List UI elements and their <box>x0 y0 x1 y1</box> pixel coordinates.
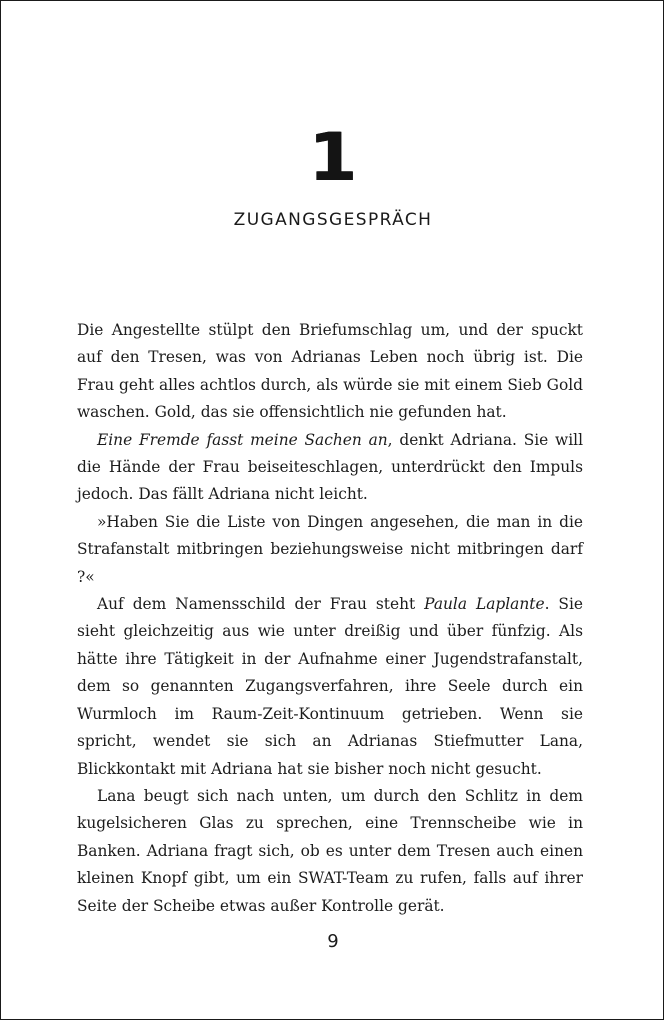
paragraph <box>77 317 583 427</box>
chapter-body-text <box>77 317 583 920</box>
chapter-number <box>1 119 664 196</box>
paragraph-text: Auf dem Namensschild der Frau steht <box>97 595 425 614</box>
chapter-title: ZUGANGSGESPRÄCH <box>233 210 433 230</box>
paragraph <box>77 509 583 591</box>
italic-text: Paula Laplante <box>424 595 545 614</box>
paragraph <box>77 591 583 783</box>
chapter-number-glyph: 1 <box>308 119 358 196</box>
paragraph-text: Die Angestellte stülpt den Briefumschlag um, und der spuckt auf den Tresen, was von Adrianas Leben noch übrig ist. Die Frau geht alles achtlos durch, als würde sie mit einem Sieb Gold waschen. Gold, das sie offensichtlich nie gefunden hat. <box>77 321 583 422</box>
page-number: 9 <box>327 931 339 952</box>
paragraph <box>77 427 583 509</box>
italic-text: Eine Fremde fasst meine Sachen an <box>97 430 388 449</box>
paragraph <box>77 783 583 920</box>
paragraph-text: , denkt Adriana. Sie will die Hände der Frau beiseiteschlagen, unterdrückt den Impuls jedoch. Das fällt Adriana nicht leicht. <box>77 430 584 504</box>
paragraph-text: »Haben Sie die Liste von Dingen angesehen, die man in die Strafanstalt mitbringen beziehungsweise nicht mitbringen darf ?« <box>77 512 583 586</box>
paragraph-text: Lana beugt sich nach unten, um durch den Schlitz in dem kugelsicheren Glas zu sprechen, eine Trennscheibe wie in Banken. Adriana fragt sich, ob es unter dem Tresen auch einen kleinen Knopf gibt, um ein SWAT-Team zu rufen, falls auf ihrer Seite der Scheibe etwas außer Kontrolle gerät. <box>77 786 583 915</box>
paragraph-text: . Sie sieht gleichzeitig aus wie unter dreißig und über fünfzig. Als hätte ihre Tätigkeit in der Aufnahme einer Jugendstrafanstalt, dem so genannten Zugangsverfahren, ihre Seele durch ein Wurmloch im Raum-Zeit-Kontinuum getrieben. Wenn sie spricht, wendet sie sich an Adrianas Stiefmutter Lana, Blickkontakt mit Adriana hat sie bisher noch nicht gesucht. <box>77 595 584 778</box>
